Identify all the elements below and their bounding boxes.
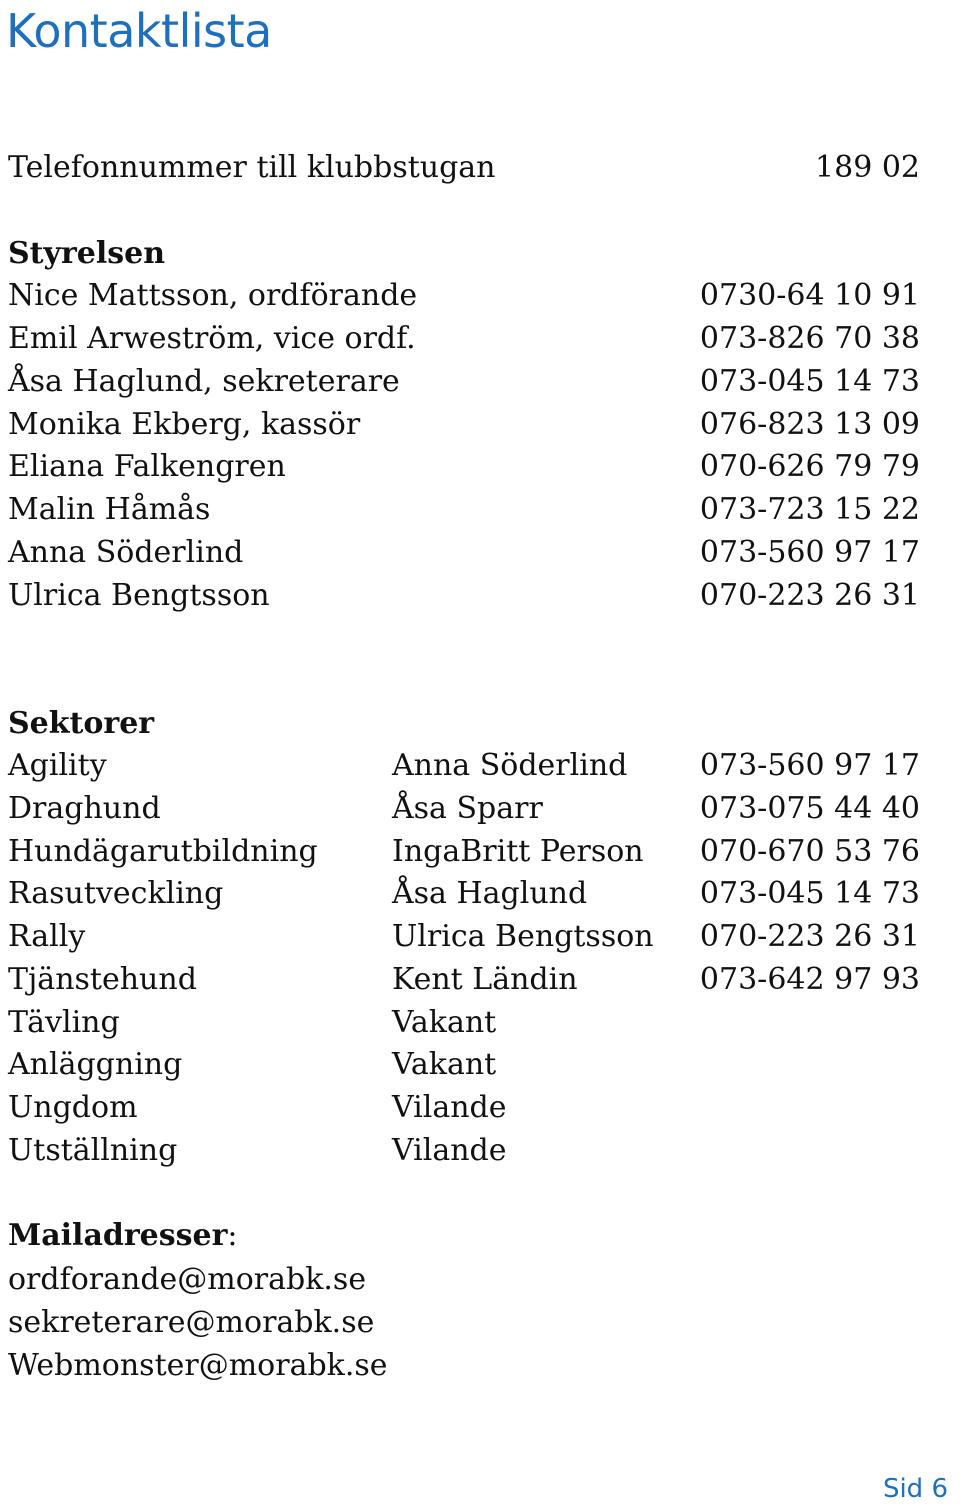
board-heading-text: Styrelsen	[8, 236, 166, 271]
sector-name: Agility	[8, 748, 107, 783]
sector-row	[8, 1045, 920, 1085]
sector-contact: Anna Söderlind	[392, 748, 628, 783]
board-member-name: Malin Håmås	[8, 492, 211, 527]
sector-contact: Ulrica Bengtsson	[392, 919, 654, 954]
sector-row	[8, 832, 920, 872]
mail-address-row	[8, 1260, 920, 1300]
board-member-phone: 076-823 13 09	[699, 407, 920, 442]
board-member-name: Monika Ekberg, kassör	[8, 407, 361, 442]
mail-address-row	[8, 1346, 920, 1386]
sector-name: Rasutveckling	[8, 876, 224, 911]
page-number: Sid 6	[882, 1474, 948, 1504]
board-member-name: Anna Söderlind	[8, 535, 244, 570]
board-member-phone: 073-826 70 38	[699, 321, 920, 356]
board-member-phone: 073-723 15 22	[699, 492, 920, 527]
sector-contact: Kent Ländin	[392, 962, 578, 997]
sector-name: Rally	[8, 919, 86, 954]
sector-row	[8, 1003, 920, 1043]
clubhouse-phone: 189 02	[815, 150, 920, 185]
board-member-row	[8, 576, 920, 616]
sector-contact: Vilande	[392, 1133, 507, 1168]
sector-row	[8, 917, 920, 957]
sector-phone: 073-642 97 93	[699, 962, 920, 997]
board-member-name: Ulrica Bengtsson	[8, 578, 270, 613]
sector-contact: Åsa Sparr	[392, 791, 543, 826]
mail-address-row	[8, 1303, 920, 1343]
sectors-heading	[8, 704, 920, 744]
board-heading	[8, 234, 920, 274]
sector-phone: 070-670 53 76	[699, 834, 920, 869]
mail-heading-label: Mailadresser	[8, 1218, 228, 1253]
board-member-name: Nice Mattsson, ordförande	[8, 278, 418, 313]
sector-name: Tävling	[8, 1005, 120, 1040]
board-member-row	[8, 362, 920, 402]
board-member-phone: 073-045 14 73	[699, 364, 920, 399]
mail-heading-colon: :	[227, 1218, 238, 1253]
sector-phone: 070-223 26 31	[699, 919, 920, 954]
sector-row	[8, 789, 920, 829]
sector-row	[8, 746, 920, 786]
sectors-heading-text: Sektorer	[8, 706, 155, 741]
board-member-row	[8, 276, 920, 316]
sector-contact: Vilande	[392, 1090, 507, 1125]
board-member-name: Åsa Haglund, sekreterare	[8, 364, 400, 399]
board-member-name: Emil Arweström, vice ordf.	[8, 321, 416, 356]
board-member-phone: 0730-64 10 91	[699, 278, 920, 313]
sector-name: Utställning	[8, 1133, 178, 1168]
sector-contact: Åsa Haglund	[392, 876, 588, 911]
board-member-row	[8, 405, 920, 445]
sector-row	[8, 1088, 920, 1128]
mail-address[interactable]: Webmonster@morabk.se	[8, 1348, 388, 1383]
sector-contact: IngaBritt Person	[392, 834, 644, 869]
board-member-name: Eliana Falkengren	[8, 449, 286, 484]
board-member-phone: 073-560 97 17	[699, 535, 920, 570]
sector-contact: Vakant	[392, 1047, 497, 1082]
mail-heading	[8, 1216, 920, 1256]
board-member-phone: 070-223 26 31	[699, 578, 920, 613]
mail-address[interactable]: sekreterare@morabk.se	[8, 1305, 375, 1340]
sector-phone: 073-075 44 40	[699, 791, 920, 826]
sector-row	[8, 1131, 920, 1171]
sector-row	[8, 874, 920, 914]
sector-contact: Vakant	[392, 1005, 497, 1040]
sector-name: Hundägarutbildning	[8, 834, 318, 869]
page-title: Kontaktlista	[6, 4, 272, 58]
sector-name: Draghund	[8, 791, 161, 826]
board-member-row	[8, 490, 920, 530]
mail-heading-text	[8, 1216, 238, 1256]
mail-address[interactable]: ordforande@morabk.se	[8, 1262, 367, 1297]
sector-name: Anläggning	[8, 1047, 183, 1082]
sector-phone: 073-560 97 17	[699, 748, 920, 783]
clubhouse-row	[8, 148, 920, 188]
board-member-phone: 070-626 79 79	[699, 449, 920, 484]
sector-phone: 073-045 14 73	[699, 876, 920, 911]
sector-name: Ungdom	[8, 1090, 138, 1125]
board-member-row	[8, 533, 920, 573]
board-member-row	[8, 447, 920, 487]
board-member-row	[8, 319, 920, 359]
clubhouse-label: Telefonnummer till klubbstugan	[8, 150, 496, 185]
sector-row	[8, 960, 920, 1000]
sector-name: Tjänstehund	[8, 962, 197, 997]
